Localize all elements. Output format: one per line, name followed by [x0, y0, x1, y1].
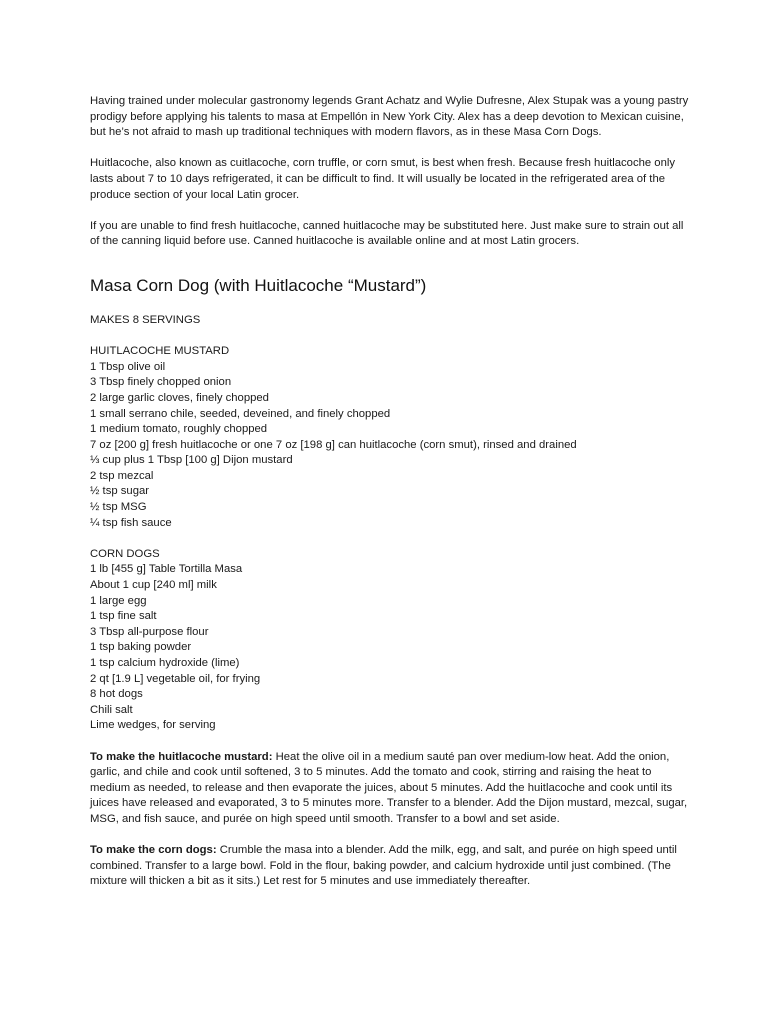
ingredient-item: 1 lb [455 g] Table Tortilla Masa — [90, 563, 243, 576]
step-label: To make the huitlacoche mustard: — [90, 750, 273, 763]
ingredient-item: Chili salt — [90, 703, 133, 716]
step-text: Heat the olive oil in a medium sauté pan over medium-low heat. Add the onion, garlic, and chile and cook until softened, 3 to 5 minutes. Add the tomato and cook, stirring and raising the heat to medium as needed, to release and then evaporate the juices, about 5 minutes. Add the huitlacoche and cook until its juices have released and evaporated, 3 to 5 minutes more. Transfer to a blender. Add the Dijon mustard, mezcal, sugar, MSG, and fish sauce, and purée on high speed until smooth. Transfer to a bowl and set aside. — [90, 750, 688, 825]
step-text: Crumble the masa into a blender. Add the milk, egg, and salt, and purée on high speed until combined. Transfer to a large bowl. Fold in the flour, baking powder, and calcium hydroxide until just combined. (The mixture will thicken a bit as it sits.) Let rest for 5 minutes and use immediately thereafter. — [90, 844, 677, 888]
recipe-title: Masa Corn Dog (with Huitlacoche “Mustard”) — [90, 275, 427, 295]
ingredient-item: 1 small serrano chile, seeded, deveined, and finely chopped — [90, 407, 391, 420]
ingredient-item: 2 large garlic cloves, finely chopped — [90, 391, 269, 404]
intro-paragraph-3: If you are unable to find fresh huitlacoche, canned huitlacoche may be substituted here. Just make sure to strain out all of the canning liquid before use. Canned huitlacoche is available online and at most Latin grocers. — [90, 219, 684, 248]
ingredient-item: 1 medium tomato, roughly chopped — [90, 423, 268, 436]
ingredient-item: 7 oz [200 g] fresh huitlacoche or one 7 oz [198 g] can huitlacoche (corn smut), rinsed and drained — [90, 438, 577, 451]
ingredient-item: 8 hot dogs — [90, 688, 143, 701]
method-step-mustard — [90, 750, 690, 828]
ingredient-item: Lime wedges, for serving — [90, 719, 216, 732]
ingredient-item: ⅓ cup plus 1 Tbsp [100 g] Dijon mustard — [90, 454, 293, 467]
ingredient-item: 1 large egg — [90, 594, 147, 607]
ingredient-item: 1 tsp calcium hydroxide (lime) — [90, 657, 240, 669]
step-label: To make the corn dogs: — [90, 844, 217, 857]
ingredient-item: 1 tsp fine salt — [90, 610, 157, 623]
ingredient-item: 1 tsp baking powder — [90, 641, 192, 654]
ingredient-item: 2 tsp mezcal — [90, 469, 154, 482]
ingredient-item: ½ tsp sugar — [90, 485, 150, 498]
method-step-corndogs — [90, 843, 690, 890]
ingredient-item: 3 Tbsp finely chopped onion — [90, 376, 232, 389]
servings-line: MAKES 8 SERVINGS — [90, 313, 201, 326]
corndogs-ingredient-list — [90, 562, 690, 734]
ingredient-item: 2 qt [1.9 L] vegetable oil, for frying — [90, 672, 261, 685]
ingredient-item: 1 Tbsp olive oil — [90, 360, 166, 373]
intro-paragraph-1: Having trained under molecular gastronomy legends Grant Achatz and Wylie Dufresne, Alex Stupak was a young pastry prodigy before applying his talents to masa at Empellón in New York City. Alex has a deep devotion to Mexican cuisine, but he’s not afraid to mash up traditional techniques with modern flavors, as in these Masa Corn Dogs. — [90, 95, 689, 139]
ingredient-item: About 1 cup [240 ml] milk — [90, 579, 217, 592]
ingredient-item: ¼ tsp fish sauce — [90, 516, 172, 529]
corndogs-section-heading: CORN DOGS — [90, 547, 160, 560]
mustard-section-heading: HUITLACOCHE MUSTARD — [90, 345, 230, 358]
mustard-ingredient-list — [90, 360, 690, 532]
document-page — [90, 94, 690, 906]
ingredient-item: 3 Tbsp all-purpose flour — [90, 625, 209, 638]
ingredient-item: ½ tsp MSG — [90, 501, 147, 514]
intro-paragraph-2: Huitlacoche, also known as cuitlacoche, corn truffle, or corn smut, is best when fresh. Because fresh huitlacoche only lasts about 7 to 10 days refrigerated, it can be difficult to find. It will usually be located in the refrigerated area of the produce section of your local Latin grocer. — [90, 157, 676, 201]
